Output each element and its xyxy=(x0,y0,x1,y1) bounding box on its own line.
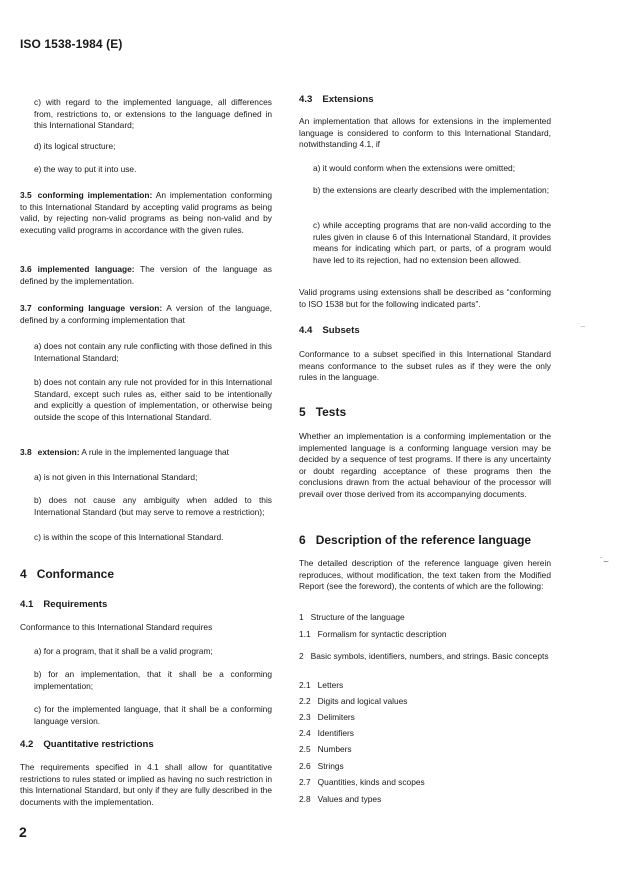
clause-number: 3.7 xyxy=(20,303,32,313)
clause-number: 3.8 xyxy=(20,447,32,457)
list-item-4-1-c: c) for the implemented language, that it shall be a conforming language version. xyxy=(34,704,272,726)
clause-number: 3.5 xyxy=(20,190,32,200)
contents-title: Quantities, kinds and scopes xyxy=(317,777,425,787)
list-item-4-3-b: b) the extensions are clearly described with the implementation; xyxy=(313,185,550,195)
contents-number: 2.5 xyxy=(299,744,311,754)
section-title: Requirements xyxy=(43,599,108,610)
contents-item xyxy=(299,744,551,756)
paragraph-5: Whether an implementation is a conforming implementation or the implemented language is a conforming language version may be decided by a sequence of test programs. If there is any uncertainty or doubt regarding acceptance of these programs then the conclusions drawn from the actual behaviour of the processor will prevail over those derived from its accompanying documents. xyxy=(299,431,551,499)
contents-item xyxy=(299,612,551,624)
contents-number: 2.1 xyxy=(299,680,311,690)
list-item-3-8-c: c) is within the scope of this International Standard. xyxy=(34,532,224,542)
subsection-heading-4-3 xyxy=(299,94,374,105)
contents-number: 1 xyxy=(299,612,304,622)
section-heading-5 xyxy=(299,405,346,419)
section-heading-6 xyxy=(299,533,531,547)
list-item-3-8-a: a) is not given in this International Standard; xyxy=(34,472,198,482)
contents-title: Structure of the language xyxy=(310,612,405,622)
paragraph-4-3-valid-programs: Valid programs using extensions shall be described as “conforming to ISO 1538 but for the following indicated parts”. xyxy=(299,287,551,309)
section-title: Subsets xyxy=(322,325,360,336)
section-number: 5 xyxy=(299,405,306,419)
term: implemented language: xyxy=(37,264,135,274)
contents-title: Formalism for syntactic description xyxy=(317,629,447,639)
margin-mark: ˙⌣ xyxy=(600,556,609,566)
definition-text: A rule in the implemented language that xyxy=(79,447,230,457)
paragraph-4-1: Conformance to this International Standard requires xyxy=(20,622,213,632)
paragraph-4-2: The requirements specified in 4.1 shall allow for quantitative restrictions to rules stated or implied as having no such restriction in this International Standard, but only if they are fully described in the documents with the implementation. xyxy=(20,762,272,807)
definition-3-5 xyxy=(20,190,272,236)
contents-title: Basic symbols, identifiers, numbers, and strings. Basic concepts xyxy=(310,651,549,661)
section-title: Conformance xyxy=(36,567,115,581)
contents-title: Letters xyxy=(317,680,344,690)
section-number: 4.3 xyxy=(299,94,313,105)
contents-item xyxy=(299,712,551,724)
term: conforming language version: xyxy=(37,303,163,313)
clause-number: 3.6 xyxy=(20,264,32,274)
term: conforming implementation: xyxy=(37,190,153,200)
contents-item xyxy=(299,728,551,740)
contents-item xyxy=(299,696,551,708)
list-item-4-3-c: c) while accepting programs that are non-valid according to the rules given in clause 6 of this International Standard, it provides means for indicating which part, or parts, of a program would have led to its rejection, had no extension been allowed. xyxy=(313,220,551,265)
term: extension: xyxy=(37,447,80,457)
list-item-4-1-a: a) for a program, that it shall be a valid program; xyxy=(34,646,213,656)
list-item-4-1-b: b) for an implementation, that it shall be a conforming implementation; xyxy=(34,669,272,691)
definition-3-7 xyxy=(20,303,272,326)
paragraph-4-3: An implementation that allows for extensions in the implemented language is considered to conform to this International Standard, notwithstanding 4.1, if xyxy=(299,116,551,150)
contents-number: 2.7 xyxy=(299,777,311,787)
contents-number: 2.4 xyxy=(299,728,311,738)
contents-title: Identifiers xyxy=(317,728,354,738)
list-item-4-3-a: a) it would conform when the extensions were omitted; xyxy=(313,163,516,173)
contents-number: 2.2 xyxy=(299,696,311,706)
contents-title: Numbers xyxy=(317,744,352,754)
list-item-d-logical-structure: d) its logical structure; xyxy=(34,141,116,151)
contents-title: Digits and logical values xyxy=(317,696,408,706)
section-number: 4.1 xyxy=(20,599,34,610)
section-number: 6 xyxy=(299,533,306,547)
list-item-3-7-b: b) does not contain any rule not provided for in this International Standard, except such rules as, either said to be intentionally and explicitly a question of implementation, or otherwise being outside the scope of this International Standard. xyxy=(34,377,272,422)
contents-title: Strings xyxy=(317,761,344,771)
contents-item xyxy=(299,794,551,806)
definition-text: A version of the language, defined by a conforming implementation that xyxy=(20,303,272,325)
contents-title: Delimiters xyxy=(317,712,355,722)
contents-title: Values and types xyxy=(317,794,382,804)
section-title: Tests xyxy=(315,405,347,419)
contents-number: 2.6 xyxy=(299,761,311,771)
contents-item xyxy=(299,629,551,641)
list-item-3-8-b: b) does not cause any ambiguity when added to this International Standard (but may serve to remove a restriction); xyxy=(34,495,272,517)
list-item-c-differences: c) with regard to the implemented language, all differences from, restrictions to, or extensions to the language defined in this International Standard; xyxy=(34,97,272,131)
paragraph-6: The detailed description of the reference language given herein reproduces, without modification, the text taken from the Modified Report (see the foreword), the contents of which are the following: xyxy=(299,558,551,592)
contents-item xyxy=(299,777,551,789)
contents-number: 2 xyxy=(299,651,304,661)
list-item-e-put-into-use: e) the way to put it into use. xyxy=(34,164,137,174)
definition-3-8 xyxy=(20,447,272,459)
contents-item xyxy=(299,680,551,692)
paragraph-4-4: Conformance to a subset specified in this International Standard means conformance to the subset rules as if they were the only rules in the language. xyxy=(299,349,551,383)
subsection-heading-4-4 xyxy=(299,325,360,336)
contents-number: 1.1 xyxy=(299,629,311,639)
subsection-heading-4-1 xyxy=(20,599,107,610)
subsection-heading-4-2 xyxy=(20,739,154,750)
section-number: 4.2 xyxy=(20,739,34,750)
contents-item xyxy=(299,761,551,773)
running-header: ISO 1538-1984 (E) xyxy=(20,37,123,51)
definition-text: An implementation conforming to this International Standard by accepting valid programs as being valid, by rejecting non-valid programs as being non-valid and by executing valid programs in accordance with the given rules. xyxy=(20,190,273,235)
section-number: 4 xyxy=(20,567,27,581)
margin-mark: ˙– xyxy=(578,322,586,331)
section-heading-4 xyxy=(20,567,114,581)
list-item-3-7-a: a) does not contain any rule conflicting with those defined in this International Standard; xyxy=(34,341,272,363)
contents-item xyxy=(299,651,551,663)
section-title: Description of the reference language xyxy=(315,533,532,547)
section-title: Extensions xyxy=(322,94,374,105)
definition-3-6 xyxy=(20,264,272,287)
section-title: Quantitative restrictions xyxy=(43,739,154,750)
section-number: 4.4 xyxy=(299,325,313,336)
definition-text: The version of the language as defined by the implementation. xyxy=(20,264,272,286)
contents-number: 2.3 xyxy=(299,712,311,722)
page-number: 2 xyxy=(19,824,27,840)
contents-number: 2.8 xyxy=(299,794,311,804)
